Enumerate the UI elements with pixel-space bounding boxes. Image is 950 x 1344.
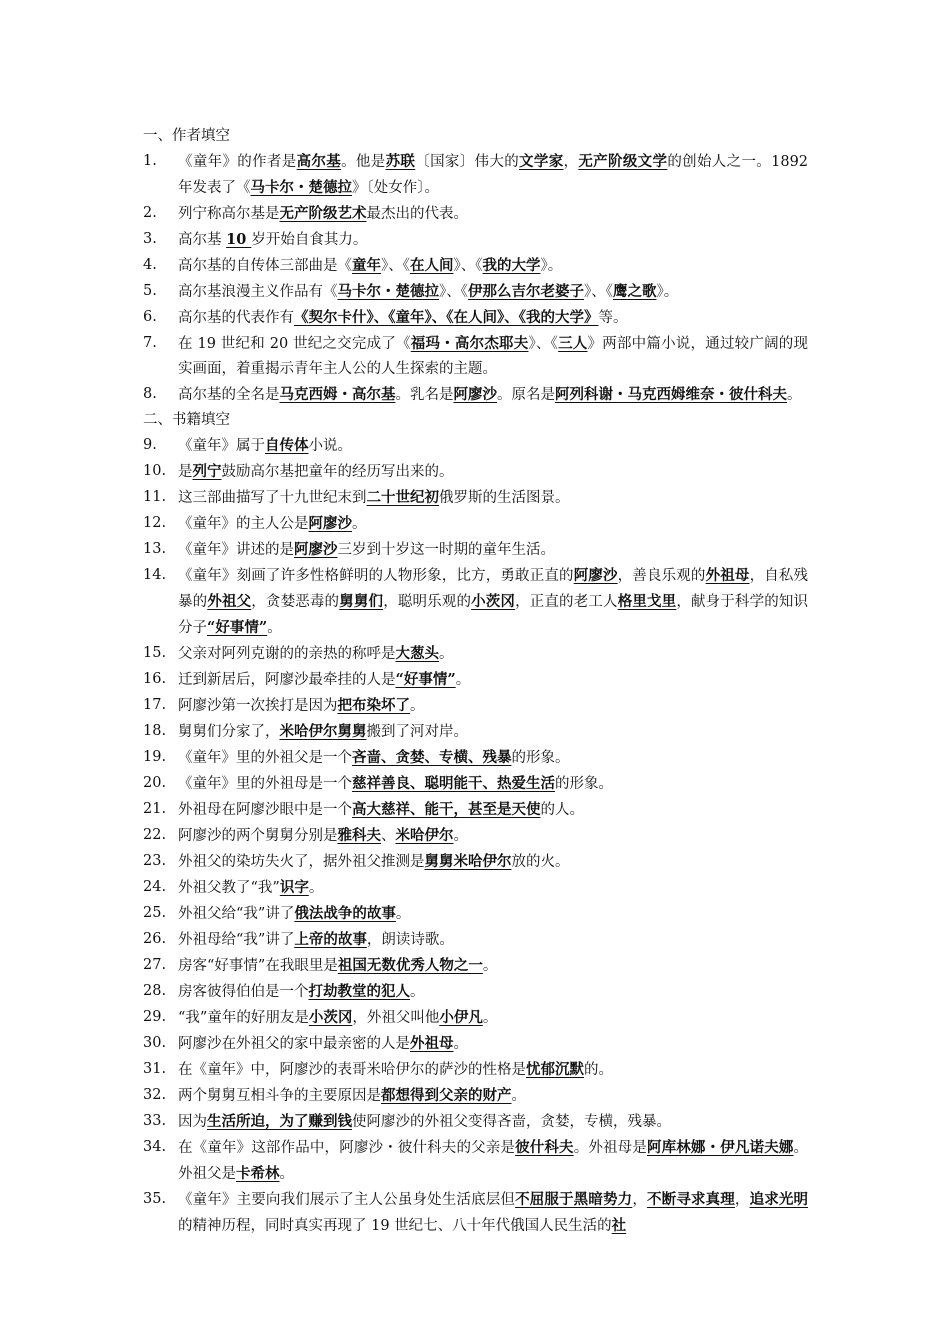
list-item [143, 1187, 808, 1239]
list-item [143, 1031, 808, 1057]
question-text: 搬到了河对岸。 [366, 724, 468, 740]
list-item [143, 433, 808, 459]
list-item [143, 719, 808, 745]
question-text: ，外祖父叫他 [352, 1010, 440, 1026]
question-text: 因为 [178, 1114, 207, 1130]
list-item [143, 927, 808, 953]
answer-text: 卡希林 [236, 1165, 280, 1182]
question-text: 》、《 [453, 258, 483, 274]
answer-text: 阿廖沙 [573, 567, 618, 584]
answer-text: 阿廖沙 [308, 515, 352, 532]
question-text: 在《童年》这部作品中，阿廖沙・彼什科夫的父亲是 [178, 1140, 516, 1156]
question-text: 》两部中篇小说，通过较广阔的现实画面，着重揭示青年主人公的人生探索的主题。 [178, 336, 809, 377]
question-text: 舅舅们分家了， [178, 724, 280, 740]
answer-text: “好事情” [207, 619, 268, 636]
list-item [143, 227, 808, 253]
answer-text: 10 [226, 231, 252, 248]
answer-text: 大葱头 [395, 645, 439, 662]
answer-text: 打劫教堂的犯人 [308, 983, 410, 1000]
question-text: ，聪明乐观的 [383, 594, 472, 610]
document-body [143, 124, 808, 1239]
question-text: 。 [511, 1088, 526, 1104]
question-text: 阿廖沙第一次挨打是因为 [178, 698, 338, 714]
question-text: 小说。 [308, 438, 352, 454]
answer-text: 把布染坏了 [337, 697, 410, 714]
question-text: 外祖父教了“我” [178, 880, 280, 896]
answer-text: 文学家 [519, 153, 564, 170]
question-text: 。 [279, 1166, 294, 1182]
question-text: 父亲对阿列克谢的的亲热的称呼是 [178, 646, 396, 662]
list-item [143, 1005, 808, 1031]
question-text: 外祖父的染坊失火了，据外祖父推测是 [178, 854, 425, 870]
question-text: 《童年》里的外祖母是一个 [178, 776, 352, 792]
item-number: 28. [143, 983, 167, 999]
answer-text: 高尔基 [296, 153, 342, 170]
item-number: 7. [143, 335, 157, 351]
question-text: 。 [395, 906, 411, 922]
question-text: 最杰出的代表。 [366, 206, 468, 222]
answer-text: 童年 [352, 257, 381, 274]
item-number: 30. [143, 1035, 167, 1051]
list-item [143, 953, 808, 979]
item-number: 13. [143, 541, 167, 557]
question-text: 俄罗斯的生活图景。 [439, 490, 570, 506]
list-item [143, 1135, 808, 1187]
item-number: 21. [143, 801, 167, 817]
list-item [143, 485, 808, 511]
answer-text: 阿列科谢・马克西姆维奈・彼什科夫 [555, 386, 787, 403]
question-text: ，正直的老工人 [515, 594, 618, 610]
list-item [143, 563, 808, 641]
answer-text: 外祖母 [410, 1035, 454, 1052]
question-text: 放的火。 [511, 854, 570, 870]
question-text: 、 [381, 828, 396, 844]
list-item [143, 382, 808, 408]
item-number: 16. [143, 671, 167, 687]
answer-text: 俄法战争的故事 [294, 905, 396, 922]
question-text: 。 [482, 958, 498, 974]
answer-text: 社 [611, 1217, 627, 1234]
section-heading: 二、书籍填空 [143, 412, 230, 428]
question-text: ，自私残暴的 [178, 568, 809, 610]
item-number: 22. [143, 827, 167, 843]
item-number: 2. [143, 205, 157, 221]
answer-text: 米哈伊尔 [395, 827, 454, 844]
answer-text: 鹰之歌 [613, 283, 657, 300]
question-text: 。 [482, 1010, 498, 1026]
answer-text: 无产阶级艺术 [279, 205, 367, 222]
answer-text: 识字 [279, 879, 309, 896]
question-text: 。原名是 [497, 387, 555, 403]
item-number: 29. [143, 1009, 167, 1025]
item-number: 6. [143, 309, 157, 325]
question-text: 《童年》刻画了许多性格鲜明的人物形象，比方，勇敢正直的 [178, 568, 574, 584]
list-item [143, 979, 808, 1005]
answer-text: 《契尔卡什》、《童年》、《在人间》、《我的大学》 [294, 309, 599, 326]
list-item [143, 797, 808, 823]
question-text: 高尔基 [178, 232, 227, 248]
question-text: 两个舅舅互相斗争的主要原因是 [178, 1088, 381, 1104]
question-text: “我”童年的好朋友是 [178, 1010, 309, 1026]
question-text: 在 19 世纪和 20 世纪之交完成了《 [178, 336, 411, 352]
answer-text: 高大慈祥、能干，甚至是天使 [352, 801, 541, 818]
list-item [143, 1057, 808, 1083]
answer-text: 生活所迫，为了赚到钱 [207, 1113, 352, 1130]
question-text: 。 [439, 646, 454, 662]
list-item [143, 745, 808, 771]
question-text: 岁开始自食其力。 [251, 232, 368, 248]
answer-text: 福玛・高尔杰耶夫 [410, 335, 529, 352]
question-text: 〔国家〕伟大的 [415, 154, 520, 170]
question-text: 列宁称高尔基是 [178, 206, 280, 222]
question-text: 的精神历程，同时真实再现了 19 世纪七、八十年代俄国人民生活的 [178, 1218, 612, 1234]
question-text: ，善良乐观的 [617, 568, 706, 584]
answer-text: 上帝的故事 [294, 931, 367, 948]
question-text: 。他是 [341, 154, 386, 170]
answer-text: 自传体 [265, 437, 309, 454]
question-text: 》。 [656, 284, 679, 300]
list-item [143, 459, 808, 485]
question-text: 的人。 [540, 802, 584, 818]
answer-text: 舅舅们 [339, 593, 384, 610]
list-item [143, 331, 808, 382]
answer-text: 阿库林娜・伊凡诺夫娜 [646, 1139, 794, 1156]
answer-text: 舅舅米哈伊尔 [424, 853, 512, 870]
question-text: 三岁到十岁这一时期的童年生活。 [337, 542, 555, 558]
list-item [143, 537, 808, 563]
answer-text: 马克西姆・高尔基 [279, 386, 396, 403]
question-text: 。外祖母是 [573, 1140, 647, 1156]
answer-text: 伊那么吉尔老婆子 [468, 283, 584, 300]
answer-text: 追求光明 [749, 1191, 809, 1208]
item-number: 1. [143, 153, 157, 169]
question-text: 《童年》属于 [178, 438, 265, 454]
question-text: 《童年》的主人公是 [178, 516, 309, 532]
answer-text: 阿廖沙 [453, 386, 497, 403]
question-text: 鼓励高尔基把童年的经历写出来的。 [221, 464, 454, 480]
question-text: ，贪婪恶毒的 [251, 594, 340, 610]
answer-text: 小伊凡 [439, 1009, 483, 1026]
list-item [143, 149, 808, 201]
question-text: 阿廖沙在外祖父的家中最亲密的人是 [178, 1036, 410, 1052]
question-text: 》、《 [528, 336, 559, 352]
answer-text: 小茨冈 [308, 1009, 353, 1026]
question-text: 。 [410, 698, 425, 714]
item-number: 8. [143, 386, 157, 402]
answer-text: 忧郁沉默 [526, 1061, 584, 1078]
question-text: 外祖母给“我”讲了 [178, 932, 295, 948]
item-number: 15. [143, 645, 167, 661]
item-number: 32. [143, 1087, 167, 1103]
question-text: 高尔基浪漫主义作品有《 [178, 284, 338, 300]
list-item [143, 511, 808, 537]
question-text: 房客“好事情”在我眼里是 [178, 958, 338, 974]
answer-text: 格里戈里 [617, 593, 677, 610]
answer-text: 米哈伊尔舅舅 [279, 723, 367, 740]
question-text: 高尔基的自传体三部曲是《 [178, 258, 352, 274]
answer-text: 彼什科夫 [515, 1139, 574, 1156]
item-number: 23. [143, 853, 167, 869]
item-number: 18. [143, 723, 167, 739]
question-text: 使阿廖沙的外祖父变得吝啬，贪婪，专横，残暴。 [352, 1114, 671, 1130]
list-item [143, 305, 808, 331]
answer-text: 马卡尔・楚德拉 [337, 283, 439, 300]
question-text: 的。 [584, 1062, 613, 1078]
answer-text: 苏联 [385, 153, 416, 170]
question-text: 这三部曲描写了十九世纪末到 [178, 490, 367, 506]
question-text: 的形象。 [511, 750, 570, 766]
answer-text: “好事情” [395, 671, 456, 688]
item-number: 35. [143, 1191, 167, 1207]
list-item [143, 667, 808, 693]
list-item [143, 253, 808, 279]
list-item [143, 1109, 808, 1135]
question-text: 。 [352, 516, 367, 532]
question-text: 。乳名是 [395, 387, 454, 403]
answer-text: 小茨冈 [471, 593, 516, 610]
question-text: 外祖母在阿廖沙眼中是一个 [178, 802, 352, 818]
answer-text: 慈祥善良、聪明能干、热爱生活 [352, 775, 555, 792]
list-item [143, 849, 808, 875]
question-text: 等。 [598, 310, 628, 326]
item-number: 27. [143, 957, 167, 973]
question-text: 。 [455, 672, 471, 688]
answer-text: 不断寻求真理 [646, 1191, 735, 1208]
item-number: 9. [143, 437, 157, 453]
question-text: 。外祖父是 [178, 1140, 809, 1182]
question-text: ， [734, 1192, 750, 1208]
answer-text: 在人间 [410, 257, 454, 274]
list-item [143, 693, 808, 719]
answer-text: 阿廖沙 [294, 541, 338, 558]
answer-text: 吝啬、贪婪、专横、残暴 [352, 749, 512, 766]
answer-text: 都想得到父亲的财产 [381, 1087, 512, 1104]
answer-text: 三人 [558, 335, 588, 352]
question-text: 迁到新居后，阿廖沙最牵挂的人是 [178, 672, 396, 688]
section-heading: 一、作者填空 [143, 128, 230, 144]
question-text: ， [632, 1192, 647, 1208]
item-number: 11. [143, 489, 167, 505]
list-item [143, 201, 808, 227]
question-text: 》、《 [584, 284, 613, 300]
question-text: 》。 [540, 258, 563, 274]
answer-text: 无产阶级文学 [578, 153, 668, 170]
item-number: 31. [143, 1061, 167, 1077]
answer-text: 雅科夫 [337, 827, 381, 844]
item-number: 10. [143, 463, 167, 479]
question-text: 高尔基的代表作有 [178, 310, 294, 326]
question-text: 。 [453, 828, 468, 844]
answer-text: 不屈服于黑暗势力 [515, 1191, 633, 1208]
list-item [143, 771, 808, 797]
question-text: 。 [453, 1036, 468, 1052]
question-text: 在《童年》中，阿廖沙的表哥米哈伊尔的萨沙的性格是 [178, 1062, 526, 1078]
item-number: 33. [143, 1113, 167, 1129]
question-text: 《童年》的作者是 [178, 154, 297, 170]
question-text: 房客彼得伯伯是一个 [178, 984, 309, 1000]
question-text: 《童年》里的外祖父是一个 [178, 750, 352, 766]
answer-text: 二十世纪初 [366, 489, 439, 506]
list-item [143, 901, 808, 927]
item-number: 14. [143, 567, 167, 583]
answer-text: 祖国无数优秀人物之一 [337, 957, 483, 974]
item-number: 24. [143, 879, 167, 895]
question-text: 》、《 [439, 284, 468, 300]
item-number: 19. [143, 749, 167, 765]
question-text: 》、《 [381, 258, 410, 274]
question-text: ， [563, 154, 579, 170]
question-text: 。 [787, 387, 802, 403]
question-text: 的创始人之一。1892 年发表了《 [178, 154, 809, 196]
question-text: 阿廖沙的两个舅舅分别是 [178, 828, 338, 844]
item-number: 4. [143, 257, 157, 273]
question-text: 。 [267, 620, 282, 636]
item-number: 17. [143, 697, 167, 713]
question-text: 的形象。 [555, 776, 613, 792]
answer-text: 我的大学 [482, 257, 541, 274]
list-item [143, 1083, 808, 1109]
question-text: 《童年》主要向我们展示了主人公虽身处生活底层但 [178, 1192, 516, 1208]
list-item [143, 279, 808, 305]
answer-text: 外祖母 [705, 567, 750, 584]
item-number: 3. [143, 231, 157, 247]
item-number: 12. [143, 515, 167, 531]
question-text: 。 [308, 880, 324, 896]
question-text: 外祖父给“我”讲了 [178, 906, 295, 922]
item-number: 34. [143, 1139, 167, 1155]
question-text: ，献身于科学的知识分子 [178, 594, 809, 636]
item-number: 25. [143, 905, 167, 921]
question-text: 是 [178, 464, 193, 480]
item-number: 5. [143, 283, 157, 299]
question-text: 。 [410, 984, 425, 1000]
question-text: 《童年》讲述的是 [178, 542, 294, 558]
list-item [143, 875, 808, 901]
question-text: 高尔基的全名是 [178, 387, 280, 403]
list-item [143, 641, 808, 667]
item-number: 26. [143, 931, 167, 947]
question-text: 》〔处女作〕。 [352, 180, 439, 196]
question-text: ，朗读诗歌。 [366, 932, 454, 948]
list-item [143, 823, 808, 849]
answer-text: 马卡尔・楚德拉 [250, 179, 352, 196]
item-number: 20. [143, 775, 167, 791]
answer-text: 外祖父 [207, 593, 252, 610]
answer-text: 列宁 [192, 463, 222, 480]
